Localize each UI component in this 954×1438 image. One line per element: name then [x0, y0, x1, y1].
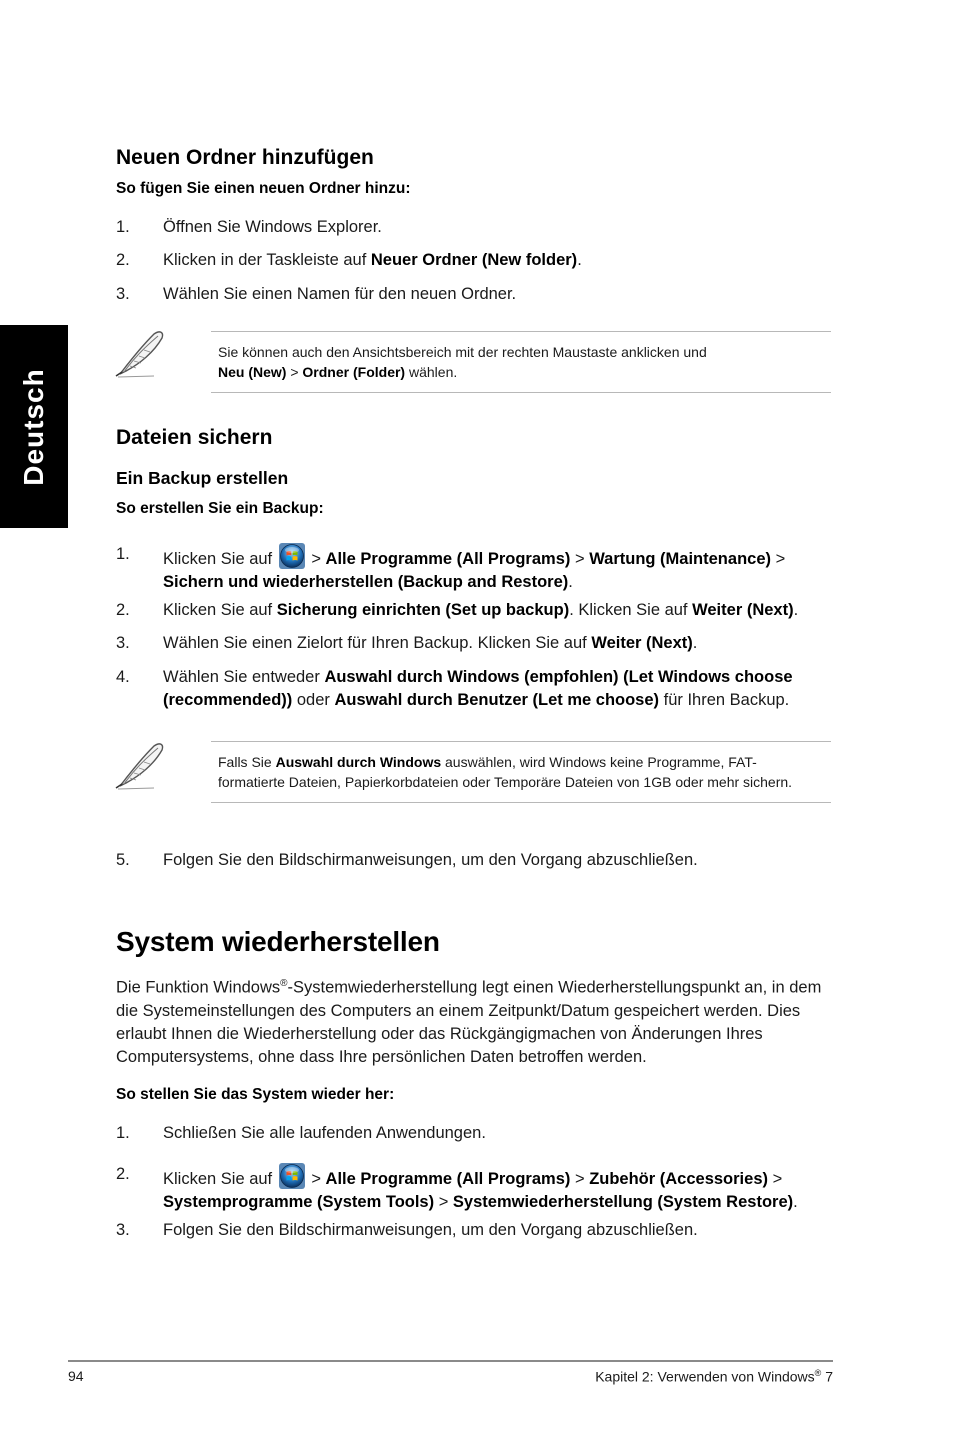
- lead-restore: So stellen Sie das System wieder her:: [116, 1086, 395, 1103]
- step-text: Folgen Sie den Bildschirmanweisungen, um den Vorgang abzuschließen.: [163, 851, 698, 869]
- list-item: [116, 599, 836, 622]
- list-item: [116, 1122, 836, 1145]
- list-item: [116, 1163, 836, 1214]
- note-pen-icon: [114, 328, 168, 378]
- windows-start-icon: [279, 1163, 305, 1189]
- step-text: Öffnen Sie Windows Explorer.: [163, 218, 382, 236]
- step-number: 2.: [116, 601, 130, 619]
- step-text: Klicken Sie auf Sicherung einrichten (Set up backup). Klicken Sie auf Weiter (Next).: [163, 601, 799, 619]
- step-text: Klicken Sie auf > Alle Programme (All Programs) > Zubehör (Accessories) > Systemprogramme (System Tools) > Systemwiederherstellung (System Restore).: [163, 1163, 836, 1214]
- list-item: [116, 666, 836, 712]
- page-number: 94: [68, 1368, 84, 1384]
- note-box: [211, 331, 831, 393]
- lead-new-folder: So fügen Sie einen neuen Ordner hinzu:: [116, 180, 411, 197]
- language-tab-label: Deutsch: [18, 367, 49, 486]
- step-number: 2.: [116, 251, 130, 269]
- list-item: [116, 1219, 836, 1242]
- windows-start-icon: [279, 543, 305, 569]
- chapter-label: Kapitel 2: Verwenden von Windows® 7: [595, 1368, 833, 1385]
- section-heading-backup: Dateien sichern: [116, 426, 273, 449]
- step-text: Schließen Sie alle laufenden Anwendungen.: [163, 1124, 486, 1142]
- step-number: 3.: [116, 634, 130, 652]
- note-text: Neu (New) > Ordner (Folder) wählen.: [218, 364, 458, 380]
- step-number: 2.: [116, 1165, 130, 1183]
- list-item: [116, 249, 836, 272]
- lead-backup: So erstellen Sie ein Backup:: [116, 500, 324, 517]
- step-text: Klicken in der Taskleiste auf Neuer Ordner (New folder).: [163, 251, 582, 269]
- footer-divider: [68, 1360, 833, 1362]
- note-text: Sie können auch den Ansichtsbereich mit der rechten Maustaste anklicken und: [218, 344, 707, 360]
- step-number: 5.: [116, 851, 130, 869]
- step-number: 1.: [116, 218, 130, 236]
- step-number: 3.: [116, 285, 130, 303]
- language-side-tab: [0, 325, 68, 528]
- step-number: 1.: [116, 1124, 130, 1142]
- subheading-create-backup: Ein Backup erstellen: [116, 468, 289, 488]
- step-text: Folgen Sie den Bildschirmanweisungen, um den Vorgang abzuschließen.: [163, 1221, 698, 1239]
- list-item: [116, 283, 836, 306]
- step-text: Klicken Sie auf > Alle Programme (All Programs) > Wartung (Maintenance) > Sichern und wiederherstellen (Backup and Restore).: [163, 543, 836, 594]
- note-box: [211, 741, 831, 803]
- note-pen-icon: [114, 740, 168, 790]
- intro-paragraph: Die Funktion Windows®-Systemwiederherstellung legt einen Wiederherstellungspunkt an, in dem die Systemeinstellungen des Computers an einem Zeitpunkt/Datum gespeichert werden. Dies erlaubt Ihnen die Wiederherstellung oder das Rückgängigmachen von Änderungen Ihres Computersystems, ohne dass Ihre persönlichen Daten betroffen werden.: [116, 978, 822, 1066]
- step-text: Wählen Sie entweder Auswahl durch Windows (empfohlen) (Let Windows choose (recommended)) oder Auswahl durch Benutzer (Let me choose) für Ihren Backup.: [163, 668, 793, 709]
- step-text: Wählen Sie einen Namen für den neuen Ordner.: [163, 285, 517, 303]
- list-item: [116, 216, 836, 239]
- step-number: 4.: [116, 668, 130, 686]
- step-number: 3.: [116, 1221, 130, 1239]
- step-number: 1.: [116, 545, 130, 563]
- note-text: Falls Sie Auswahl durch Windows auswählen, wird Windows keine Programme, FAT-formatierte Dateien, Papierkorbdateien oder Temporäre Dateien von 1GB oder mehr sichern.: [218, 754, 793, 790]
- section-heading-new-folder: Neuen Ordner hinzufügen: [116, 146, 374, 169]
- list-item: [116, 849, 836, 872]
- page-section-title: System wiederherstellen: [116, 926, 440, 957]
- step-text: Wählen Sie einen Zielort für Ihren Backup. Klicken Sie auf Weiter (Next).: [163, 634, 698, 652]
- list-item: [116, 632, 836, 655]
- list-item: [116, 543, 836, 594]
